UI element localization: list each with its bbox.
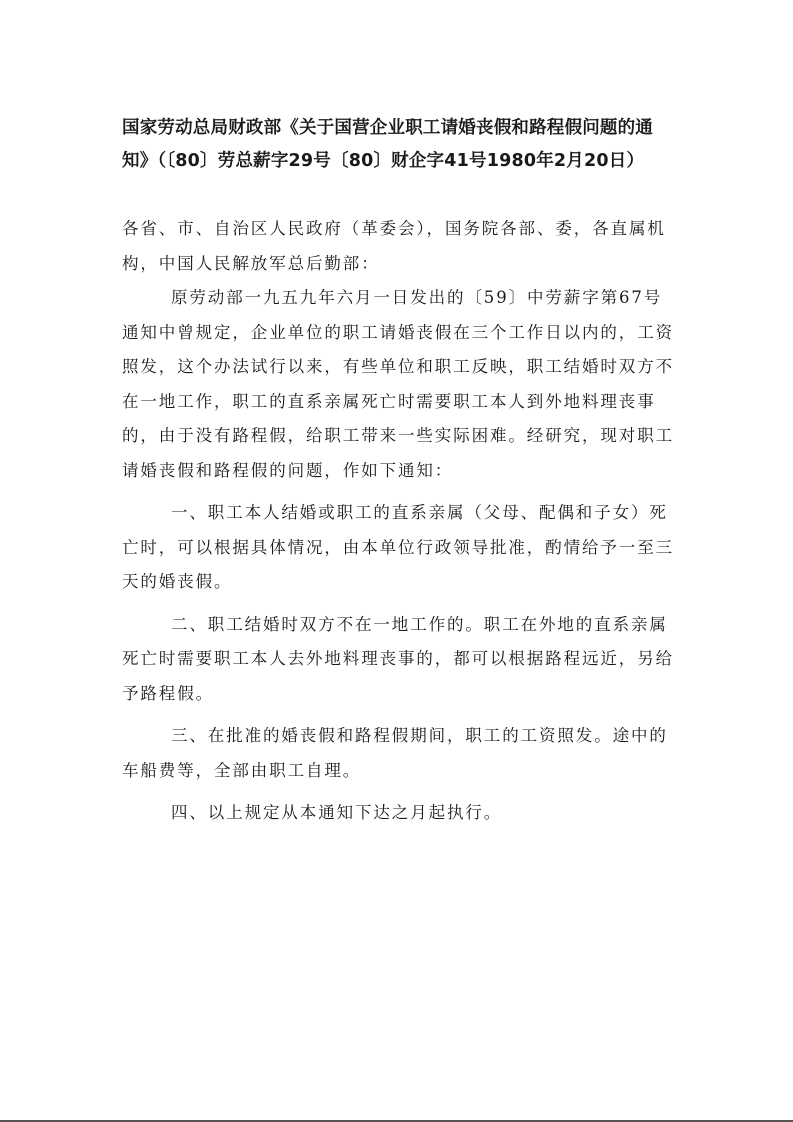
spacer xyxy=(122,788,677,796)
document-title xyxy=(122,112,677,178)
paragraph-line: 四、以上规定从本通知下达之月起执行。 xyxy=(171,803,503,822)
paragraph-line: 二、职工结婚时双方不在一地工作的。职工在外地的直系亲属 xyxy=(171,614,668,634)
paragraph-line: 三、在批准的婚丧假和路程假期间，职工的工资照发。途中的 xyxy=(171,726,668,745)
paragraph-line: 请婚丧假和路程假的问题，作如下通知： xyxy=(122,460,454,480)
title-line: 国家劳动总局财政部《关于国营企业职工请婚丧假和路程假问题的通 xyxy=(122,118,653,138)
item-one xyxy=(122,496,677,600)
item-four xyxy=(122,796,677,831)
addressee-line: 各省、市、自治区人民政府（革委会），国务院各部、委，各直属机 xyxy=(122,219,666,238)
item-three xyxy=(122,719,677,788)
paragraph-line: 死亡时需要职工本人去外地料理丧事的，都可以根据路程远近，另给 xyxy=(122,649,674,668)
paragraph-line: 照发，这个办法试行以来，有些单位和职工反映，职工结婚时双方不 xyxy=(122,357,674,376)
paragraph-line: 亡时，可以根据具体情况，由本单位行政领导批准，酌情给予一至三 xyxy=(122,537,674,557)
paragraph-line: 一、职工本人结婚或职工的直系亲属（父母、配偶和子女）死 xyxy=(171,503,668,522)
spacer xyxy=(122,488,677,496)
paragraph-line: 天的婚丧假。 xyxy=(122,572,233,591)
paragraph-intro xyxy=(122,281,677,488)
addressee-line: 构，中国人民解放军总后勤部： xyxy=(122,253,380,273)
title-line: 知》（〔80〕劳总薪字29号〔80〕财企字41号1980年2月20日） xyxy=(122,151,645,171)
paragraph-line: 在一地工作，职工的直系亲属死亡时需要职工本人到外地料理丧事 xyxy=(122,391,656,411)
addressee xyxy=(122,212,677,281)
document-body xyxy=(122,212,677,831)
paragraph-line: 原劳动部一九五九年六月一日发出的〔59〕中劳薪字第67号 xyxy=(171,288,663,307)
paragraph-line: 的，由于没有路程假，给职工带来一些实际困难。经研究，现对职工 xyxy=(122,426,674,445)
spacer xyxy=(122,600,677,608)
paragraph-line: 车船费等，全部由职工自理。 xyxy=(122,760,362,780)
paragraph-line: 予路程假。 xyxy=(122,683,214,703)
item-two xyxy=(122,608,677,712)
paragraph-line: 通知中曾规定，企业单位的职工请婚丧假在三个工作日以内的，工资 xyxy=(122,322,674,342)
spacer xyxy=(122,711,677,719)
